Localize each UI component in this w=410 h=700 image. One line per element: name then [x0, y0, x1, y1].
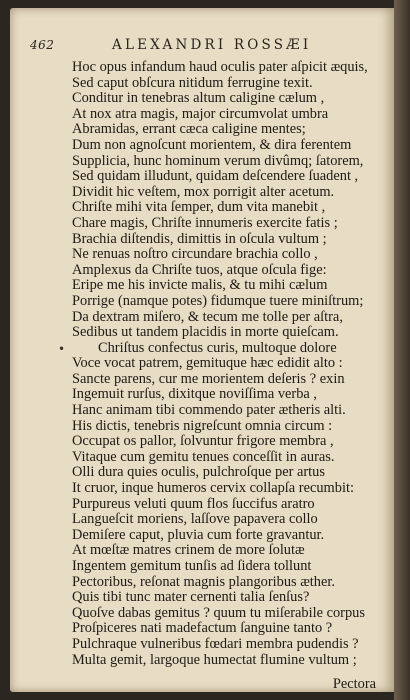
- verse-line: Ingentem gemitum tunſis ad ſidera tollunt: [72, 558, 312, 574]
- verse-line: Olli dura quies oculis, pulchroſque per artus: [72, 464, 325, 481]
- verse-line: Chriſtus confectus curis, multoque dolore: [98, 339, 337, 356]
- verse-line: Sed quidam illudunt, quidam deſcendere ſuadent ,: [72, 168, 359, 185]
- verse-line: Voce vocat patrem, gemituque hæc edidit alto :: [72, 355, 343, 372]
- verse-line: Multa gemit, largoque humectat flumine vultum ;: [72, 651, 357, 668]
- verse-line: Pulchraque vulneribus fœdari membra pudendis ?: [72, 635, 359, 652]
- verse-line: Purpureus veluti quum flos ſuccifus aratro: [72, 495, 315, 512]
- verse-line: Vitaque cum gemitu tenues conceſſit in auras.: [72, 448, 335, 465]
- verse-line: Chriſte mihi vita ſemper, dum vita manebit ,: [72, 199, 326, 216]
- verse-line: Eripe me his invicte malis, & tu mihi cælum: [72, 277, 328, 294]
- verse-line: Abramidas, errant cæca caligine mentes;: [72, 121, 306, 138]
- verse-line: Hanc animam tibi commendo pater ætheris alti.: [72, 402, 346, 419]
- verse-line: Chare magis, Chriſte innumeris exercite fatis ;: [72, 214, 338, 231]
- verse-line: Hoc opus infandum haud oculis pater aſpicit æquis,: [72, 59, 368, 75]
- verse-line: Langueſcit moriens, laſſove papavera collo: [72, 511, 318, 528]
- verse-line: Dum non agnoſcunt morientem, & dira ferentem: [72, 136, 352, 153]
- verse-line: Quis tibi tunc mater cernenti talia ſenſus?: [72, 589, 310, 606]
- book-gutter: [394, 0, 410, 700]
- verse-line: Sancte parens, cur me morientem deſeris ? exin: [72, 370, 345, 387]
- page-number: 462: [30, 38, 55, 52]
- running-title: ALEXANDRI ROSSÆI: [112, 37, 312, 53]
- verse-line: Proſpiceres nati madefactum ſanguine tanto ?: [72, 620, 333, 637]
- verse-line: Pectoribus, reſonat magnis plangoribus æther.: [72, 573, 335, 590]
- verse-line: Amplexus da Chriſte tuos, atque oſcula fige:: [72, 261, 327, 278]
- verse-line: Supplicia, hunc hominum verum divûmq; ſatorem,: [72, 152, 364, 169]
- verse-line: Da dextram miſero, & tecum me tolle per aſtra,: [72, 308, 343, 325]
- verse-line: Dividit hic veſtem, mox porrigit alter acetum.: [72, 183, 335, 200]
- verse-line: Ingemuit rurſus, dixitque noviſſima verba ,: [72, 386, 317, 403]
- page-header: [30, 36, 390, 56]
- verse-line: Porrige (namque potes) fidumque tuere miniſtrum;: [72, 292, 364, 309]
- verse-line: Demiſere caput, pluvia cum forte gravantur.: [72, 526, 325, 543]
- verse-line: Sedibus ut tandem placidis in morte quieſcam.: [72, 324, 339, 341]
- verse-line: Occupat os pallor, ſolvuntur frigore membra ,: [72, 433, 334, 450]
- poem-text: [72, 60, 390, 668]
- verse-line: Brachia diſtendis, dimittis in oſcula vultum ;: [72, 230, 327, 247]
- verse-line: Quoſve dabas gemitus ? quum tu miſerabile corpus: [72, 604, 365, 621]
- catchword: Pectora: [332, 676, 376, 692]
- verse-line: Ne renuas noſtro circundare brachia collo ,: [72, 246, 318, 263]
- verse-line: Sed caput obſcura nitidum ferrugine texit.: [72, 74, 313, 91]
- verse-line: Conditur in tenebras altum caligine cælum ,: [72, 90, 325, 107]
- verse-line: At nox atra magis, major circumvolat umbra: [72, 105, 329, 122]
- book-page: [10, 8, 394, 692]
- verse-line: It cruor, inque humeros cervix collapſa recumbit:: [72, 480, 354, 497]
- margin-mark: •: [58, 342, 66, 356]
- verse-line: His dictis, tenebris nigreſcunt omnia circum :: [72, 417, 333, 434]
- verse-line: At mœſtæ matres crinem de more ſolutæ: [72, 542, 305, 559]
